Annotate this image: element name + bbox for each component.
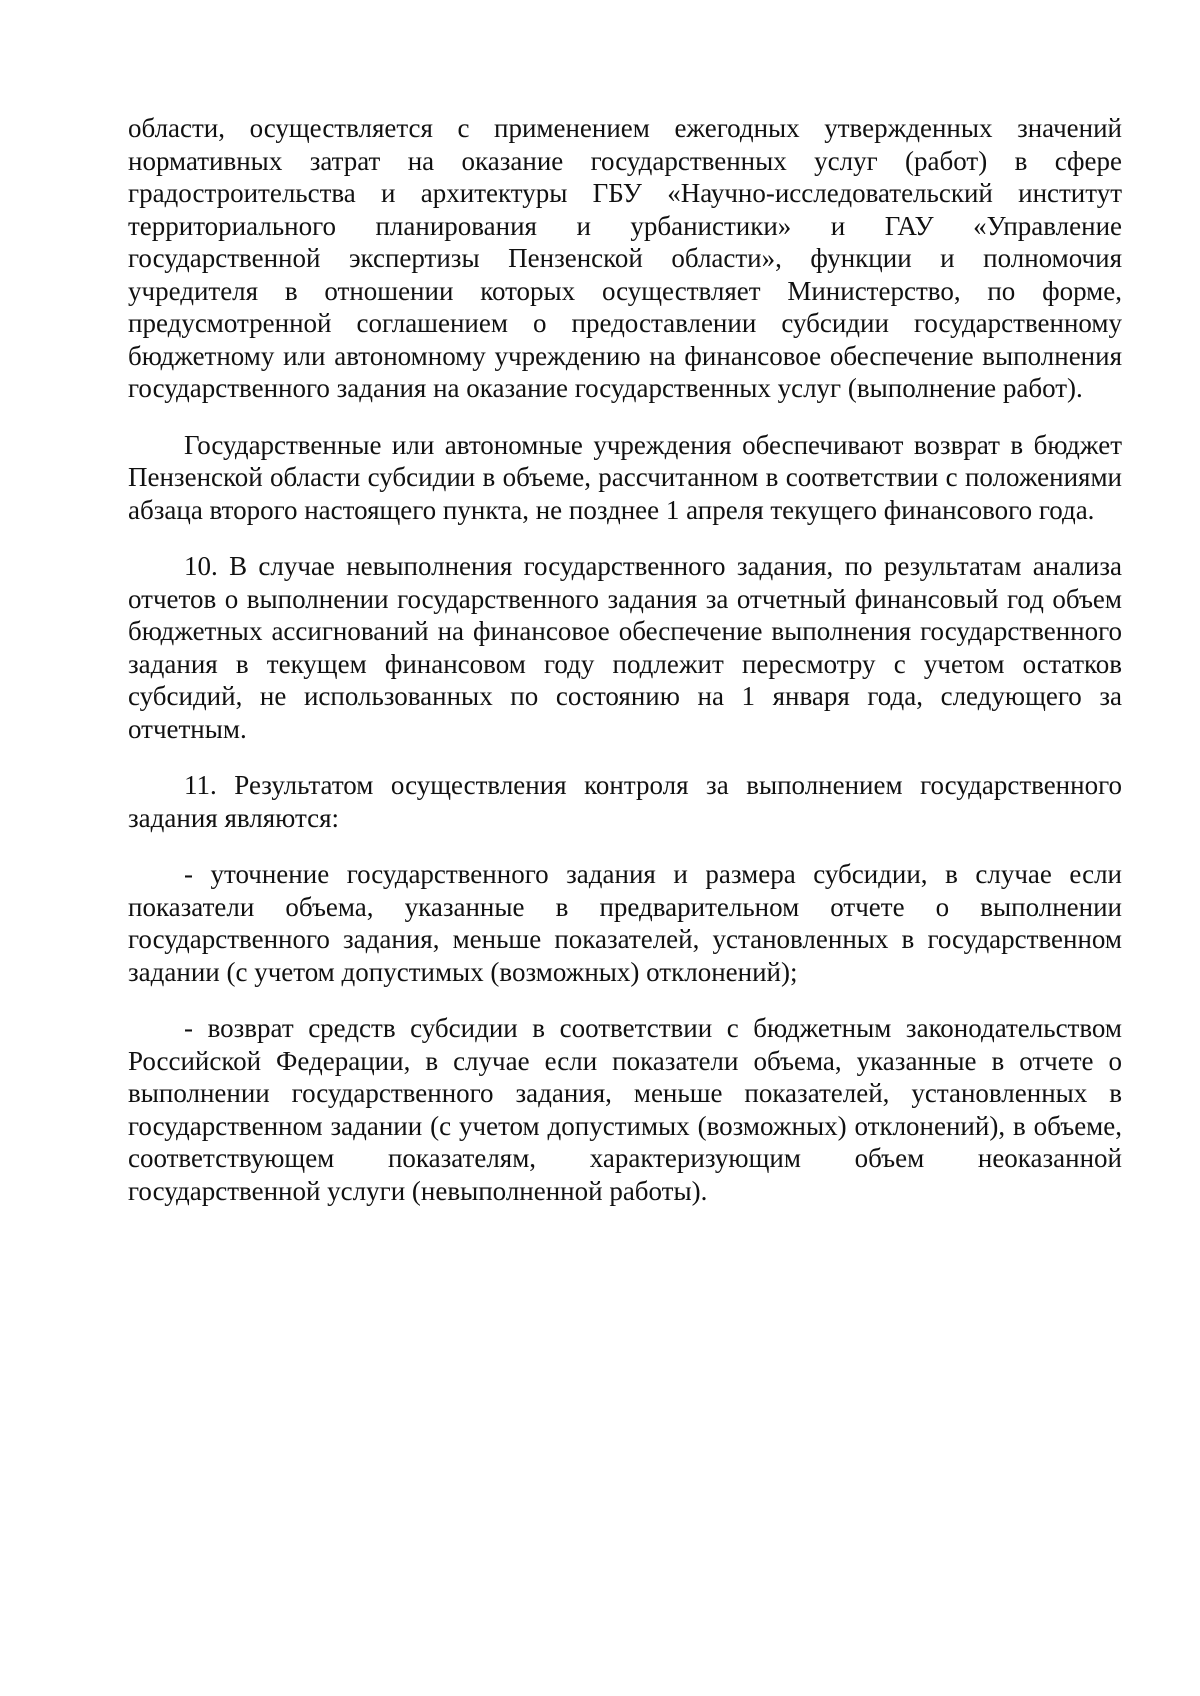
- paragraph-continuation: области, осуществляется с применением ежегодных утвержденных значений нормативных затрат на оказание государственных услуг (работ) в сфере градостроительства и архитектуры ГБУ «Научно-исследовательский институт территориального планирования и урбанистики» и ГАУ «Управление государственной экспертизы Пензенской области», функции и полномочия учредителя в отношении которых осуществляет Министерство, по форме, предусмотренной соглашением о предоставлении субсидии государственному бюджетному или автономному учреждению на финансовое обеспечение выполнения государственного задания на оказание государственных услуг (выполнение работ).: [128, 113, 1122, 403]
- paragraph-refund-obligation: Государственные или автономные учреждения обеспечивают возврат в бюджет Пензенской области субсидии в объеме, рассчитанном в соответствии с положениями абзаца второго настоящего пункта, не позднее 1 апреля текущего финансового года.: [128, 429, 1122, 525]
- paragraph-item-11: 11. Результатом осуществления контроля за выполнением государственного задания являются:: [128, 770, 1122, 833]
- document-body: [128, 112, 1122, 1207]
- list-item-clarification: - уточнение государственного задания и размера субсидии, в случае если показатели объема, указанные в предварительном отчете о выполнении государственного задания, меньше показателей, установленных в государственном задании (с учетом допустимых (возможных) отклонений);: [128, 859, 1122, 987]
- paragraph-item-10: 10. В случае невыполнения государственного задания, по результатам анализа отчетов о выполнении государственного задания за отчетный финансовый год объем бюджетных ассигнований на финансовое обеспечение выполнения государственного задания в текущем финансовом году подлежит пересмотру с учетом остатков субсидий, не использованных по состоянию на 1 января года, следующего за отчетным.: [128, 551, 1122, 744]
- list-item-refund: - возврат средств субсидии в соответствии с бюджетным законодательством Российской Федерации, в случае если показатели объема, указанные в отчете о выполнении государственного задания, меньше показателей, установленных в государственном задании (с учетом допустимых (возможных) отклонений), в объеме, соответствующем показателям, характеризующим объем неоказанной государственной услуги (невыполненной работы).: [128, 1013, 1122, 1206]
